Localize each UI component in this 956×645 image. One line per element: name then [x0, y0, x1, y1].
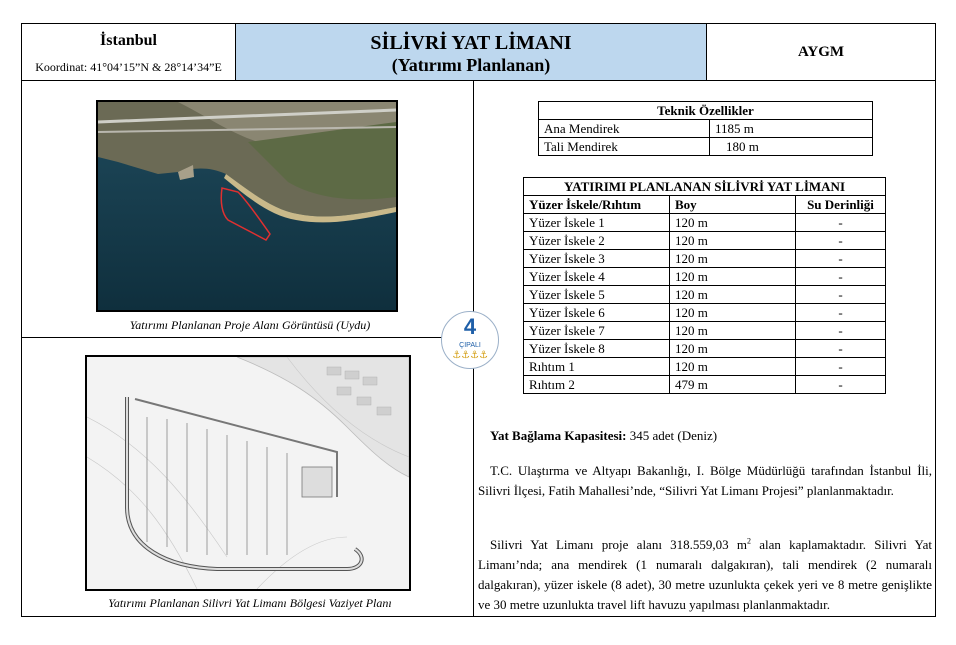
facility-length: 479 m — [670, 376, 796, 394]
table-row — [524, 340, 886, 358]
satellite-image-graphic — [98, 102, 396, 310]
facility-table — [523, 177, 886, 394]
city-name: İstanbul — [100, 32, 157, 49]
table-row — [524, 286, 886, 304]
description-paragraph-2 — [478, 535, 932, 615]
facility-name: Rıhtım 1 — [524, 358, 670, 376]
facility-length: 120 m — [670, 232, 796, 250]
capacity-value: 345 adet (Deniz) — [629, 428, 718, 443]
capacity-line — [490, 428, 717, 444]
facility-length: 120 m — [670, 214, 796, 232]
facility-name: Yüzer İskele 3 — [524, 250, 670, 268]
facility-name: Yüzer İskele 7 — [524, 322, 670, 340]
facility-depth: - — [796, 358, 886, 376]
header-divider — [21, 80, 936, 81]
facility-length: 120 m — [670, 358, 796, 376]
technical-specs-table — [538, 101, 873, 156]
table-row — [524, 268, 886, 286]
facility-table-title: YATIRIMI PLANLANAN SİLİVRİ YAT LİMANI — [524, 178, 886, 196]
table-row — [524, 304, 886, 322]
satellite-image — [96, 100, 398, 312]
capacity-label: Yat Bağlama Kapasitesi: — [490, 428, 627, 443]
facility-length: 120 m — [670, 250, 796, 268]
anchor-icon: ⚓⚓⚓⚓ — [452, 350, 488, 361]
facility-depth: - — [796, 376, 886, 394]
facility-length: 120 m — [670, 268, 796, 286]
table-row — [539, 120, 873, 138]
facility-name: Yüzer İskele 4 — [524, 268, 670, 286]
title-cell — [236, 24, 706, 80]
facility-depth: - — [796, 250, 886, 268]
logo-text: ÇIPALI — [459, 342, 481, 349]
site-plan-image — [85, 355, 411, 591]
paragraph-segment: Silivri Yat Limanı proje alanı 318.559,03 m — [490, 537, 748, 552]
facility-name: Yüzer İskele 6 — [524, 304, 670, 322]
table-row — [524, 376, 886, 394]
organization-label: AYGM — [797, 44, 845, 60]
table-row — [539, 138, 873, 156]
logo-number: 4 — [463, 314, 477, 339]
logo — [441, 311, 499, 369]
spec-value: 180 m — [710, 138, 873, 156]
table-row — [524, 358, 886, 376]
coordinates: Koordinat: 41°04’15”N & 28°14’34”E — [35, 60, 222, 74]
left-section-divider — [21, 337, 474, 338]
page-title: SİLİVRİ YAT LİMANI — [370, 32, 572, 54]
facility-length: 120 m — [670, 322, 796, 340]
spec-name: Tali Mendirek — [539, 138, 710, 156]
table-row — [524, 250, 886, 268]
technical-specs-title: Teknik Özellikler — [539, 102, 873, 120]
table-row — [524, 322, 886, 340]
superscript: 2 — [747, 536, 752, 546]
facility-depth: - — [796, 214, 886, 232]
table-row — [524, 214, 886, 232]
facility-depth: - — [796, 322, 886, 340]
facility-name: Yüzer İskele 2 — [524, 232, 670, 250]
site-plan-graphic — [87, 357, 409, 589]
facility-depth: - — [796, 268, 886, 286]
facility-name: Yüzer İskele 8 — [524, 340, 670, 358]
facility-length: 120 m — [670, 304, 796, 322]
satellite-caption: Yatırımı Planlanan Proje Alanı Görüntüsü (Uydu) — [129, 318, 371, 332]
site-plan-caption: Yatırımı Planlanan Silivri Yat Limanı Bölgesi Vaziyet Planı — [108, 596, 392, 610]
column-header: Yüzer İskele/Rıhtım — [524, 196, 670, 214]
paragraph-text — [478, 535, 932, 615]
facility-depth: - — [796, 232, 886, 250]
column-header: Boy — [670, 196, 796, 214]
location-cell — [22, 24, 235, 80]
paragraph-text: T.C. Ulaştırma ve Altyapı Bakanlığı, I. Bölge Müdürlüğü tarafından İstanbul İli, Silivri İlçesi, Fatih Mahallesi’nde, “Silivri Yat Limanı Projesi” planlanmaktadır. — [478, 463, 932, 498]
table-row — [524, 232, 886, 250]
spec-value: 1185 m — [710, 120, 873, 138]
facility-length: 120 m — [670, 286, 796, 304]
facility-name: Rıhtım 2 — [524, 376, 670, 394]
page-subtitle: (Yatırımı Planlanan) — [391, 55, 551, 75]
facility-name: Yüzer İskele 1 — [524, 214, 670, 232]
facility-name: Yüzer İskele 5 — [524, 286, 670, 304]
paragraph-segment: alan kaplamaktadır. Silivri Yat Limanı’nda; ana mendirek (1 numaralı dalgakıran), tali mendirek (2 numaralı dalgakıran), yüzer iskele (8 adet), 30 metre uzunlukta çekek yeri ve 8 metre genişlikte ve 30 metre uzunlukta travel lift havuzu yapılması planlanmaktadır. — [478, 537, 932, 612]
facility-length: 120 m — [670, 340, 796, 358]
facility-depth: - — [796, 340, 886, 358]
facility-depth: - — [796, 286, 886, 304]
spec-name: Ana Mendirek — [539, 120, 710, 138]
column-header: Su Derinliği — [796, 196, 886, 214]
description-paragraph-1 — [478, 461, 932, 501]
facility-depth: - — [796, 304, 886, 322]
